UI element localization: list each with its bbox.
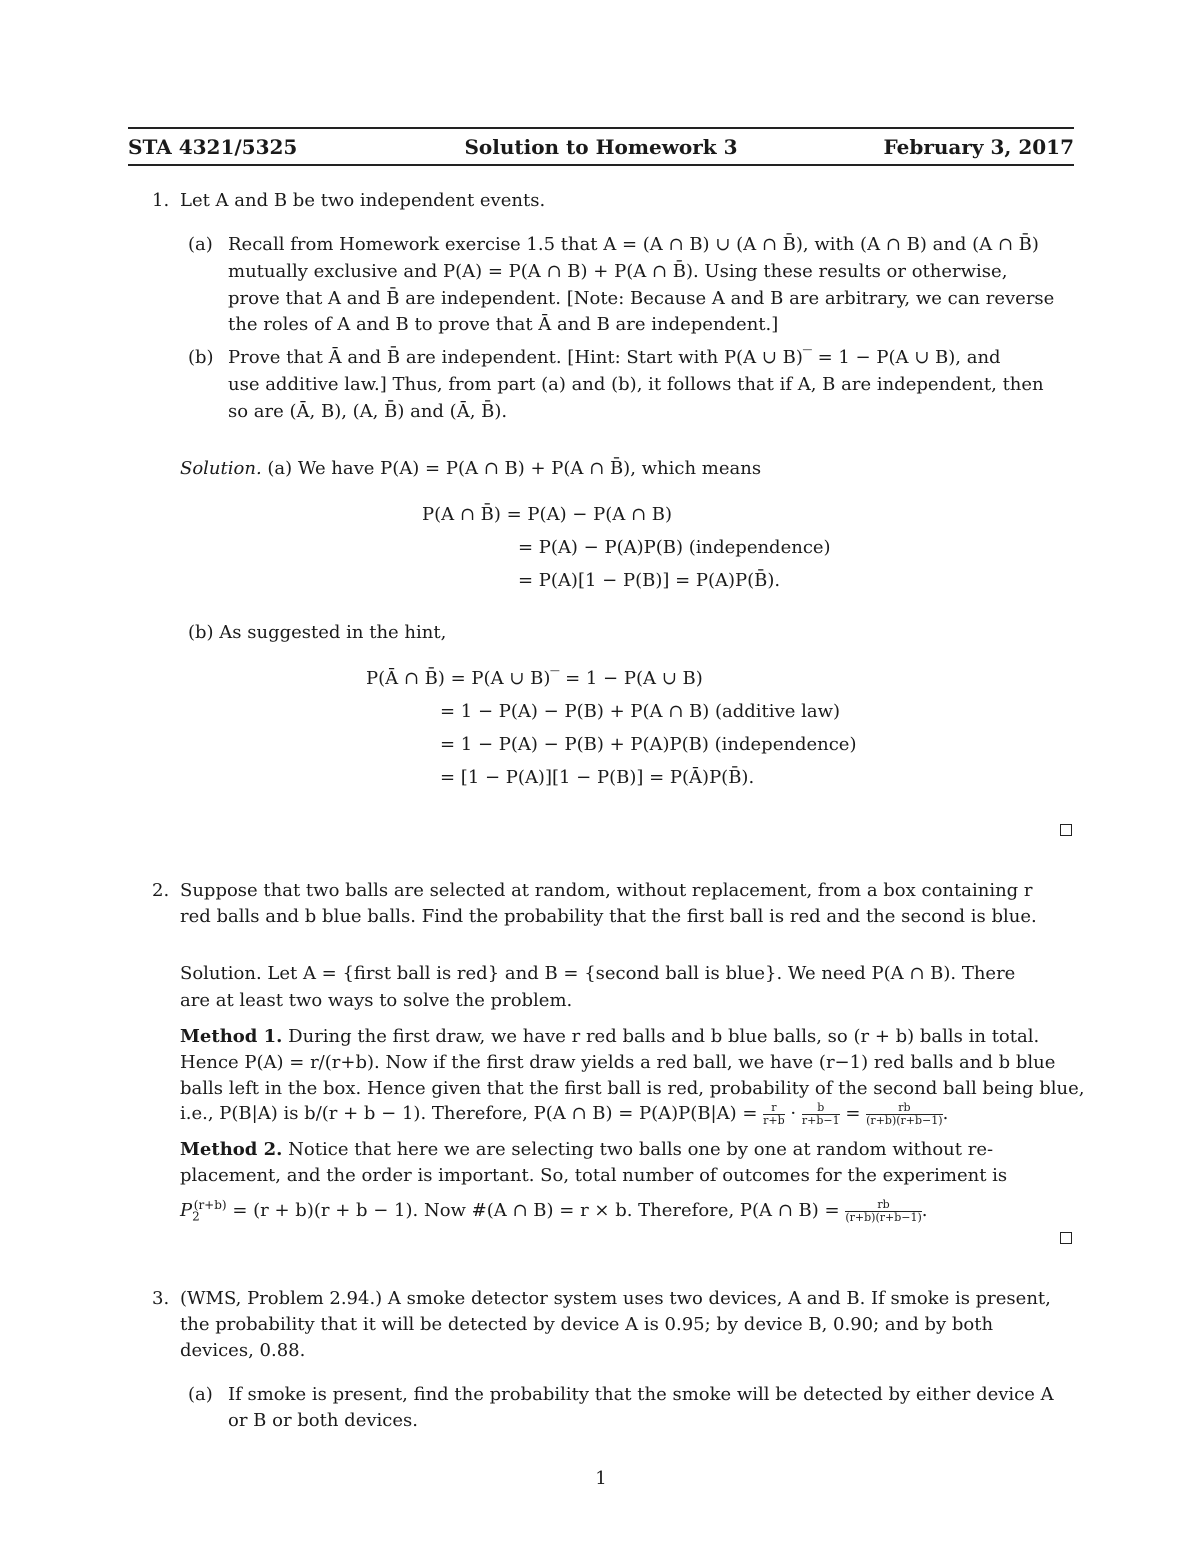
q3a-label: (a)	[188, 1384, 213, 1405]
q1a-label: (a)	[188, 234, 213, 255]
course-code: STA 4321/5325	[128, 135, 298, 159]
q1-stem: Let A and B be two independent events.	[180, 190, 546, 211]
q3a-line: If smoke is present, find the probability that the smoke will be detected by either device A	[228, 1384, 1054, 1405]
fraction: $\frac{r}{r+b}$	[763, 1100, 785, 1127]
method1-line: balls left in the box. Hence given that the first ball is red, probability of the second ball being blue,	[180, 1078, 1085, 1099]
equation-line: = [1 − P(A)][1 − P(B)] = P(Ā)P(B̄).	[440, 767, 755, 788]
method1-label: Method 1.	[180, 1026, 283, 1047]
q3-number: 3.	[152, 1288, 170, 1309]
header-top-rule	[128, 127, 1074, 129]
q1b-line: Prove that Ā and B̄ are independent. [Hint: Start with P(A ∪ B)‾ = 1 − P(A ∪ B), and	[228, 347, 1001, 368]
document-date: February 3, 2017	[883, 135, 1074, 159]
equation-line: = 1 − P(A) − P(B) + P(A ∩ B) (additive law)	[440, 701, 841, 722]
method2-line: $P_2^{(r+b)} = (r + b)(r + b - 1)$. Now #(A ∩ B) = r × b. Therefore, P(A ∩ B) = $\frac{rb}{(r+b)(r+b-1)}$ .	[180, 1197, 928, 1224]
method1-line: Hence P(A) = r/(r+b). Now if the first draw yields a red ball, we have (r−1) red balls and b blue	[180, 1052, 1056, 1073]
equation-line: = P(A) − P(A)P(B) (independence)	[518, 537, 831, 558]
fraction: $\frac{b}{r+b-1}$	[801, 1100, 840, 1127]
equation-line: P(A ∩ B̄) = P(A) − P(A ∩ B)	[422, 504, 673, 525]
fraction: $\frac{rb}{(r+b)(r+b-1)}$	[866, 1100, 943, 1127]
page	[128, 0, 1085, 1553]
equation-line: = P(A)[1 − P(B)] = P(A)P(B̄).	[518, 570, 781, 591]
equation-line: = 1 − P(A) − P(B) + P(A)P(B) (independence)	[440, 734, 857, 755]
page-number: 1	[595, 1468, 607, 1489]
q3-line: the probability that it will be detected by device A is 0.95; by device B, 0.90; and by both	[180, 1314, 994, 1335]
solution-a-intro: (a) We have P(A) = P(A ∩ B) + P(A ∩ B̄), which means	[267, 458, 762, 479]
document-title: Solution to Homework 3	[464, 135, 738, 159]
solution-b-intro: (b) As suggested in the hint,	[188, 622, 447, 643]
q2-line: red balls and b blue balls. Find the probability that the first ball is red and the second is blue.	[180, 906, 1037, 927]
q3-line: devices, 0.88.	[180, 1340, 306, 1361]
qed-box	[1060, 1232, 1072, 1244]
method2-line: placement, and the order is important. So, total number of outcomes for the experiment is	[180, 1165, 1008, 1186]
q1b-line: use additive law.] Thus, from part (a) and (b), it follows that if A, B are independent, then	[228, 374, 1044, 395]
q1-solution	[180, 456, 761, 482]
q1a-line: mutually exclusive and P(A) = P(A ∩ B) + P(A ∩ B̄). Using these results or otherwise,	[228, 261, 1008, 282]
q1a-line: the roles of A and B to prove that Ā and B are independent.]	[228, 314, 779, 335]
q2-solution-line: Solution. Let A = {first ball is red} and B = {second ball is blue}. We need P(A ∩ B). There	[180, 963, 1016, 984]
q1a-line: prove that A and B̄ are independent. [Note: Because A and B are arbitrary, we can reverse	[228, 288, 1055, 309]
method2-label: Method 2.	[180, 1139, 283, 1160]
method1-line: i.e., P(B|A) is b/(r + b − 1). Therefore, P(A ∩ B) = P(A)P(B|A) = $\frac{r}{r+b}$ · $\frac{b}{r+b-1}$ = $\frac{rb}{(r+b)(r+b-1)}$ .	[180, 1100, 949, 1127]
header-bottom-rule	[128, 164, 1074, 166]
q1a-line: Recall from Homework exercise 1.5 that A = (A ∩ B) ∪ (A ∩ B̄), with (A ∩ B) and (A ∩ B̄)	[228, 234, 1039, 255]
q1-number: 1.	[152, 190, 170, 211]
q3a-line: or B or both devices.	[228, 1410, 418, 1431]
equation-line: P(Ā ∩ B̄) = P(A ∪ B)‾ = 1 − P(A ∪ B)	[366, 668, 703, 689]
fraction: $\frac{rb}{(r+b)(r+b-1)}$	[845, 1197, 922, 1224]
qed-box	[1060, 824, 1072, 836]
q2-line: Suppose that two balls are selected at random, without replacement, from a box containing r	[180, 880, 1033, 901]
q2-solution-line: are at least two ways to solve the problem.	[180, 990, 573, 1011]
q2-number: 2.	[152, 880, 170, 901]
solution-label: Solution.	[180, 458, 262, 479]
method2-line: Method 2. Notice that here we are selecting two balls one by one at random without re-	[180, 1139, 994, 1160]
q3-line: (WMS, Problem 2.94.) A smoke detector system uses two devices, A and B. If smoke is present,	[180, 1288, 1051, 1309]
q1b-line: so are (Ā, B), (A, B̄) and (Ā, B̄).	[228, 401, 508, 422]
q1b-label: (b)	[188, 347, 214, 368]
method1-line: Method 1. During the first draw, we have r red balls and b blue balls, so (r + b) balls in total.	[180, 1026, 1040, 1047]
